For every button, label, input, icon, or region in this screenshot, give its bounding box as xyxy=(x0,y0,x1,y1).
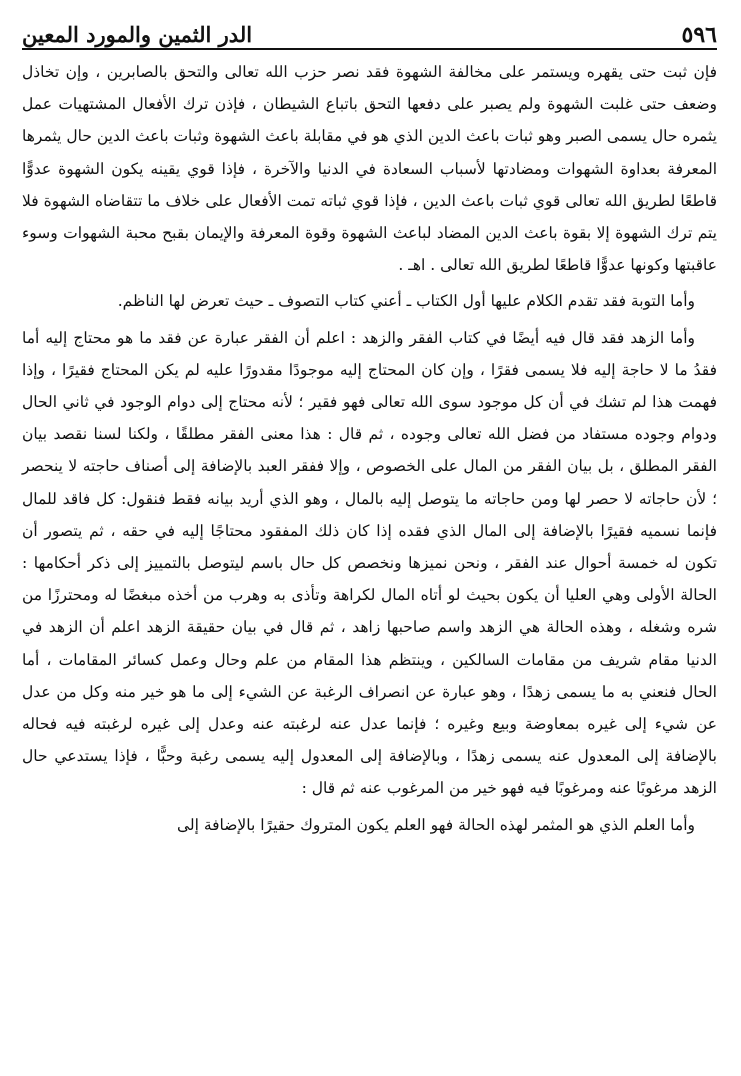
page-number: ٥٩٦ xyxy=(681,22,717,48)
page-header xyxy=(22,20,717,50)
running-title: الدر الثمين والمورد المعين xyxy=(22,22,253,47)
paragraph-2: وأما التوبة فقد تقدم الكلام عليها أول الكتاب ـ أعني كتاب التصوف ـ حيث تعرض لها الناظم. xyxy=(117,292,695,311)
paragraph-3: وأما الزهد فقد قال فيه أيضًا في كتاب الفقر والزهد : اعلم أن الفقر عبارة عن فقد ما هو محتاج إليه أما فقدُ ما لا حاجة إليه فلا يسمى فقرًا ، وإن كان المحتاج إليه موجودًا مقدورًا عليه لم يكن المحتاج فقيرًا ، وإذا فهمت هذا لم تشك في أن كل موجود سوى الله تعالى فهو فقير ؛ لأنه محتاج إلى دوام الوجود في ثاني الحال ودوام وجوده مستفاد من فضل الله تعالى وجوده ، ثم قال : هذا معنى الفقر مطلقًا ، ولكنا لسنا نقصد بيان الفقر المطلق ، بل بيان الفقر من المال على الخصوص ، وإلا ففقر العبد بالإضافة إلى أصناف حاجته لا ينحصر ؛ لأن حاجاته لا حصر لها ومن حاجاته ما يتوصل إليه بالمال ، وهو الذي أريد بيانه فقط فنقول: كل فاقد للمال فإنما نسميه فقيرًا بالإضافة إلى المال الذي فقده إذا كان ذلك المفقود محتاجًا إليه في حقه ، ثم يتصور أن تكون له خمسة أحوال عند الفقر ، ونحن نميزها ونخصص كل حال باسم ليتوصل بالتمييز إلى ذكر أحكامها : الحالة الأولى وهي العليا أن يكون بحيث لو أتاه المال لكراهة وتأذى به وهرب من أخذه مبغضًا له ومحترزًا من شره وشغله ، وهذه الحالة هي الزهد واسم صاحبها زاهد ، ثم قال في بيان حقيقة الزهد اعلم أن الزهد في الدنيا مقام شريف من مقامات السالكين ، وينتظم هذا المقام من علم وحال وعمل كسائر المقامات ، أما الحال فنعني به ما يسمى زهدًا ، وهو عبارة عن انصراف الرغبة عن الشيء إلى ما هو خير منه وكل من عدل عن شيء إلى غيره بمعاوضة وبيع وغيره ؛ فإنما عدل عنه لرغبته عنه وعدل إلى غيره لرغبته فيه فحاله بالإضافة إلى المعدول عنه يسمى زهدًا ، وبالإضافة إلى المعدول إليه يسمى رغبة وحبًّا ، فإذا يستدعي حال الزهد مرغوبًا عنه ومرغوبًا فيه فهو خير من المرغوب عنه ثم قال : xyxy=(22,328,717,798)
body-text xyxy=(22,56,717,841)
paragraph-4: وأما العلم الذي هو المثمر لهذه الحالة فهو العلم يكون المتروك حقيرًا بالإضافة إلى xyxy=(176,815,695,834)
paragraph-1: فإن ثبت حتى يقهره ويستمر على مخالفة الشهوة فقد نصر حزب الله تعالى والتحق بالصابرين ، وإن تخاذل وضعف حتى غلبت الشهوة ولم يصبر على دفعها التحق باتباع الشيطان ، فإذن ترك الأفعال المشتهيات عمل يثمره حال يسمى الصبر وهو ثبات باعث الدين الذي هو في مقابلة باعث الشهوة وثبات باعث الدين حال يثمرها المعرفة بعداوة الشهوات ومضادتها لأسباب السعادة في الدنيا والآخرة ، فإذا قوي يقينه يكون الشهوة عدوًّا قاطعًا لطريق الله تعالى قوي ثبات باعث الدين ، فإذا قوي ثباته تمت الأفعال على خلاف ما تتقاضاه الشهوة فلا يتم ترك الشهوة إلا بقوة باعث الدين المضاد لباعث الشهوة وقوة المعرفة والإيمان بقبح محبة الشهوات وسوء عاقبتها وكونها عدوًّا قاطعًا لطريق الله تعالى . اهـ . xyxy=(22,63,717,275)
